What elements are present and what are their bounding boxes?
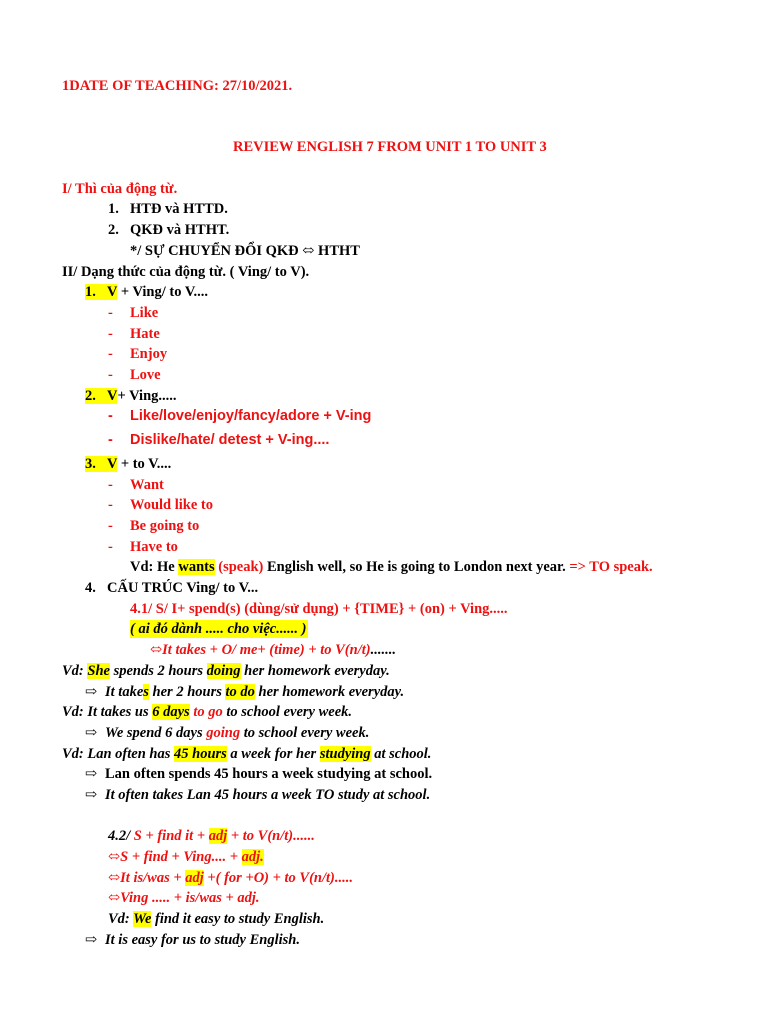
structure-4-1: 4.1/ S/ I+ spend(s) (dùng/sử dụng) + {TIME} + (on) + Ving..... xyxy=(130,601,508,617)
section1-heading: I/ Thì của động từ. xyxy=(62,181,178,197)
group1-header: 1. V + Ving/ to V.... xyxy=(85,284,208,300)
example-2-result: ⇨ We spend 6 days going to school every week. xyxy=(85,725,370,741)
group1-bullet: - Enjoy xyxy=(108,346,168,362)
date-of-teaching: 1DATE OF TEACHING: 27/10/2021. xyxy=(62,78,293,94)
structure-4-2-alt-1: ⬄S + find + Ving.... + adj. xyxy=(108,849,264,865)
arrow-icon: ⇨ xyxy=(85,932,98,948)
structure-4-1-alt: ⬄It takes + O/ me+ (time) + to V(n/t)....... xyxy=(150,642,396,658)
example-4-result: ⇨ It is easy for us to study English. xyxy=(85,932,300,948)
group3-example: Vd: He wants (speak) English well, so He is going to London next year. => TO speak. xyxy=(130,559,653,575)
group3-bullet: - Have to xyxy=(108,539,178,555)
arrow-icon: ⇨ xyxy=(85,787,98,803)
group1-bullet: - Like xyxy=(108,305,159,321)
example-1: Vd: She spends 2 hours doing her homework everyday. xyxy=(62,663,390,679)
arrow-icon: ⇨ xyxy=(85,766,98,782)
structure-4-2: 4.2/ S + find it + adj + to V(n/t)...... xyxy=(108,828,315,844)
group3-bullet: - Want xyxy=(108,477,164,493)
arrow-icon: ⇨ xyxy=(85,725,98,741)
example-4: Vd: We find it easy to study English. xyxy=(108,911,325,927)
group2-bullet: - Like/love/enjoy/fancy/adore + V-ing xyxy=(108,408,372,424)
example-3: Vd: Lan often has 45 hours a week for her studying at school. xyxy=(62,746,432,762)
group2-bullet: - Dislike/hate/ detest + V-ing.... xyxy=(108,432,330,448)
group2-header: 2. V+ Ving..... xyxy=(85,388,177,404)
group3-bullet: - Would like to xyxy=(108,497,213,513)
structure-4-2-alt-2: ⬄It is/was + adj +( for +O) + to V(n/t)..... xyxy=(108,870,354,886)
group1-bullet: - Love xyxy=(108,367,161,383)
example-2: Vd: It takes us 6 days to go to school every week. xyxy=(62,704,353,720)
structure-4-1-meaning: ( ai đó dành ..... cho việc...... ) xyxy=(130,621,307,637)
section1-item-1: 1. HTĐ và HTTD. xyxy=(108,201,228,217)
group3-header: 3. V + to V.... xyxy=(85,456,172,472)
group4-header: 4. CẤU TRÚC Ving/ to V... xyxy=(85,580,259,596)
structure-4-2-alt-3: ⬄Ving ..... + is/was + adj. xyxy=(108,890,260,906)
example-3-result-2: ⇨ It often takes Lan 45 hours a week TO study at school. xyxy=(85,787,431,803)
section2-heading: II/ Dạng thức của động từ. ( Ving/ to V). xyxy=(62,264,310,280)
section1-item-2: 2. QKĐ và HTHT. xyxy=(108,222,230,238)
group1-bullet: - Hate xyxy=(108,326,160,342)
example-1-result: ⇨ It takes her 2 hours to do her homework everyday. xyxy=(85,684,405,700)
conversion-note: */ SỰ CHUYỂN ĐỔI QKĐ ⬄ HTHT xyxy=(130,243,360,259)
group3-bullet: - Be going to xyxy=(108,518,200,534)
page-title: REVIEW ENGLISH 7 FROM UNIT 1 TO UNIT 3 xyxy=(233,139,547,155)
example-3-result-1: ⇨ Lan often spends 45 hours a week studying at school. xyxy=(85,766,433,782)
arrow-icon: ⇨ xyxy=(85,684,98,700)
